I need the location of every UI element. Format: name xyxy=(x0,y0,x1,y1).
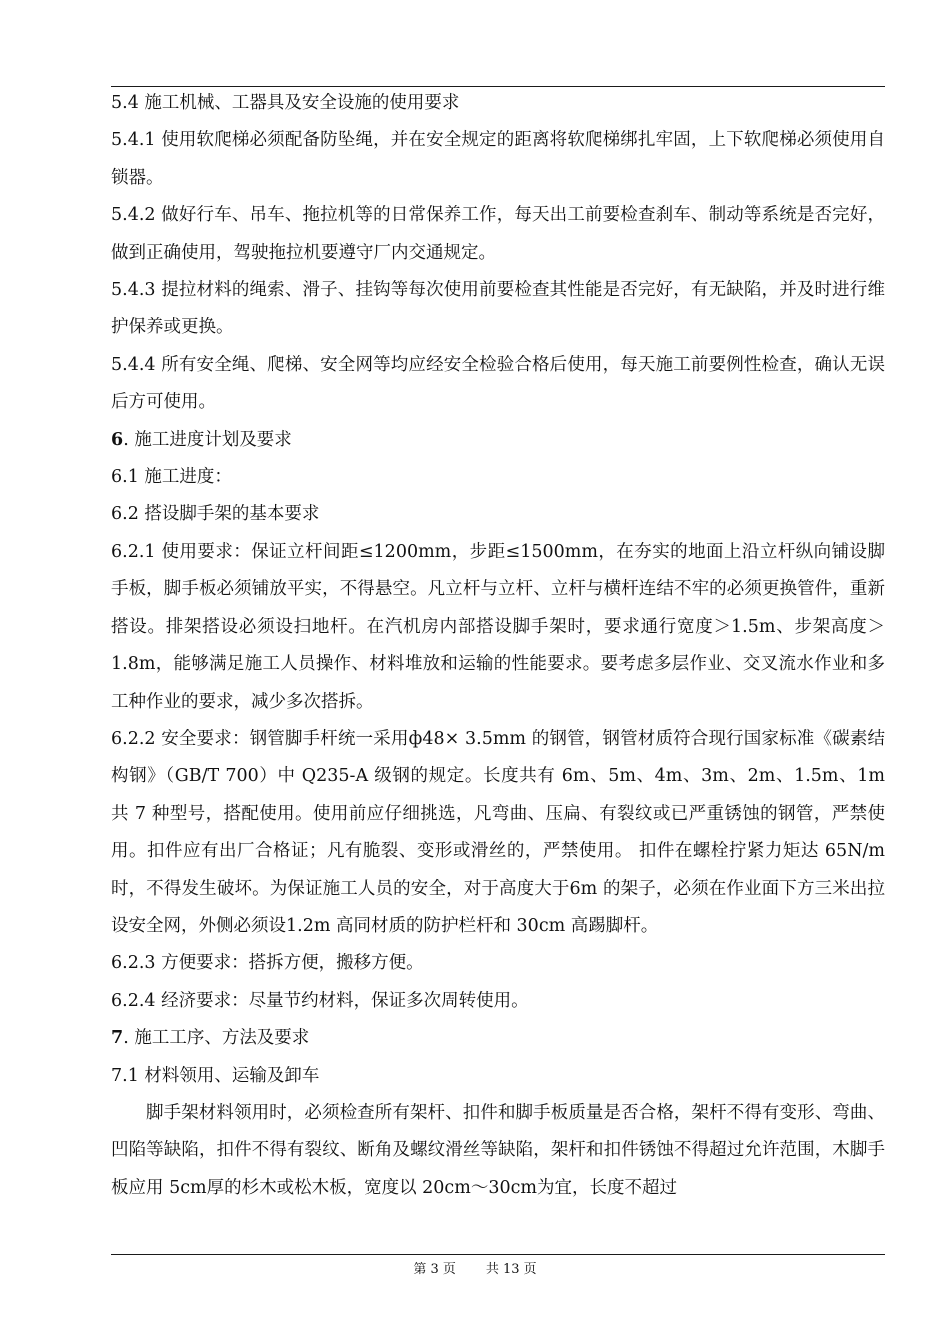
section-heading: 5.4 施工机械、工器具及安全设施的使用要求 xyxy=(111,93,460,113)
paragraph: 5.4.3 提拉材料的绳索、滑子、挂钩等每次使用前要检查其性能是否完好，有无缺陷，并及时进行维护保养或更换。 xyxy=(111,280,885,338)
section-heading: 6.1 施工进度： xyxy=(111,467,232,488)
chapter-number: 6 xyxy=(111,429,124,450)
page-footer xyxy=(0,1260,950,1280)
chapter-heading xyxy=(111,422,885,459)
footer-rule xyxy=(111,1254,885,1255)
section-heading: 7.1 材料领用、运输及卸车 xyxy=(111,1065,320,1086)
paragraph: 6.2.1 使用要求：保证立杆间距≤1200mm，步距≤1500mm，在夯实的地面上沿立杆纵向铺设脚手板，脚手板必须铺放平实，不得悬空。凡立杆与立杆、立杆与横杆连结不牢的必须更换管件，重新搭设。排架搭设必须设扫地杆。在汽机房内部搭设脚手架时，要求通行宽度＞1.5m、步架高度＞1.8m，能够满足施工人员操作、材料堆放和运输的性能要求。要考虑多层作业、交叉流水作业和多工种作业的要求，减少多次搭拆。 xyxy=(111,541,885,712)
section-heading: 6.2 搭设脚手架的基本要求 xyxy=(111,504,320,525)
paragraph: 5.4.2 做好行车、吊车、拖拉机等的日常保养工作，每天出工前要检查刹车、制动等系统是否完好，做到正确使用，驾驶拖拉机要遵守厂内交通规定。 xyxy=(111,205,885,263)
paragraph: 6.2.3 方便要求：搭拆方便，搬移方便。 xyxy=(111,953,424,974)
chapter-number: 7 xyxy=(111,1028,124,1049)
paragraph: 脚手架材料领用时，必须检查所有架杆、扣件和脚手板质量是否合格，架杆不得有变形、弯曲、凹陷等缺陷，扣件不得有裂纹、断角及螺纹滑丝等缺陷，架杆和扣件锈蚀不得超过允许范围，木脚手板应用 5cm厚的杉木或松木板，宽度以 20cm～30cm为宜，长度不超过 xyxy=(111,1102,885,1198)
chapter-title: . 施工工序、方法及要求 xyxy=(123,1028,310,1049)
paragraph: 5.4.4 所有安全绳、爬梯、安全网等均应经安全检验合格后使用，每天施工前要例性检查，确认无误后方可使用。 xyxy=(111,354,885,413)
body-text xyxy=(111,85,885,1207)
chapter-heading xyxy=(111,1020,885,1057)
chapter-title: . 施工进度计划及要求 xyxy=(123,429,292,450)
paragraph: 6.2.4 经济要求：尽量节约材料，保证多次周转使用。 xyxy=(111,990,529,1011)
page-total: 共 13 页 xyxy=(485,1262,537,1277)
paragraph: 5.4.1 使用软爬梯必须配备防坠绳，并在安全规定的距离将软爬梯绑扎牢固，上下软爬梯必须使用自锁器。 xyxy=(111,130,885,188)
page-number: 第 3 页 xyxy=(413,1262,456,1277)
paragraph: 6.2.2 安全要求：钢管脚手杆统一采用ф48× 3.5mm 的钢管，钢管材质符合现行国家标准《碳素结构钢》（GB/T 700）中 Q235-A 级钢的规定。长度共有 6m、5m、4m、3m、2m、1.5m、1m 共 7 种型号，搭配使用。使用前应仔细挑选，凡弯曲、压扁、有裂纹或已严重锈蚀的钢管，严禁使用。扣件应有出厂合格证；凡有脆裂、变形或滑丝的，严禁使用。 扣件在螺栓拧紧力矩达 65N/m 时，不得发生破坏。为保证施工人员的安全，对于高度大于6m 的架子，必须在作业面下方三米出拉设安全网，外侧必须设1.2m 高同材质的防护栏杆和 30cm 高踢脚杆。 xyxy=(111,728,885,936)
